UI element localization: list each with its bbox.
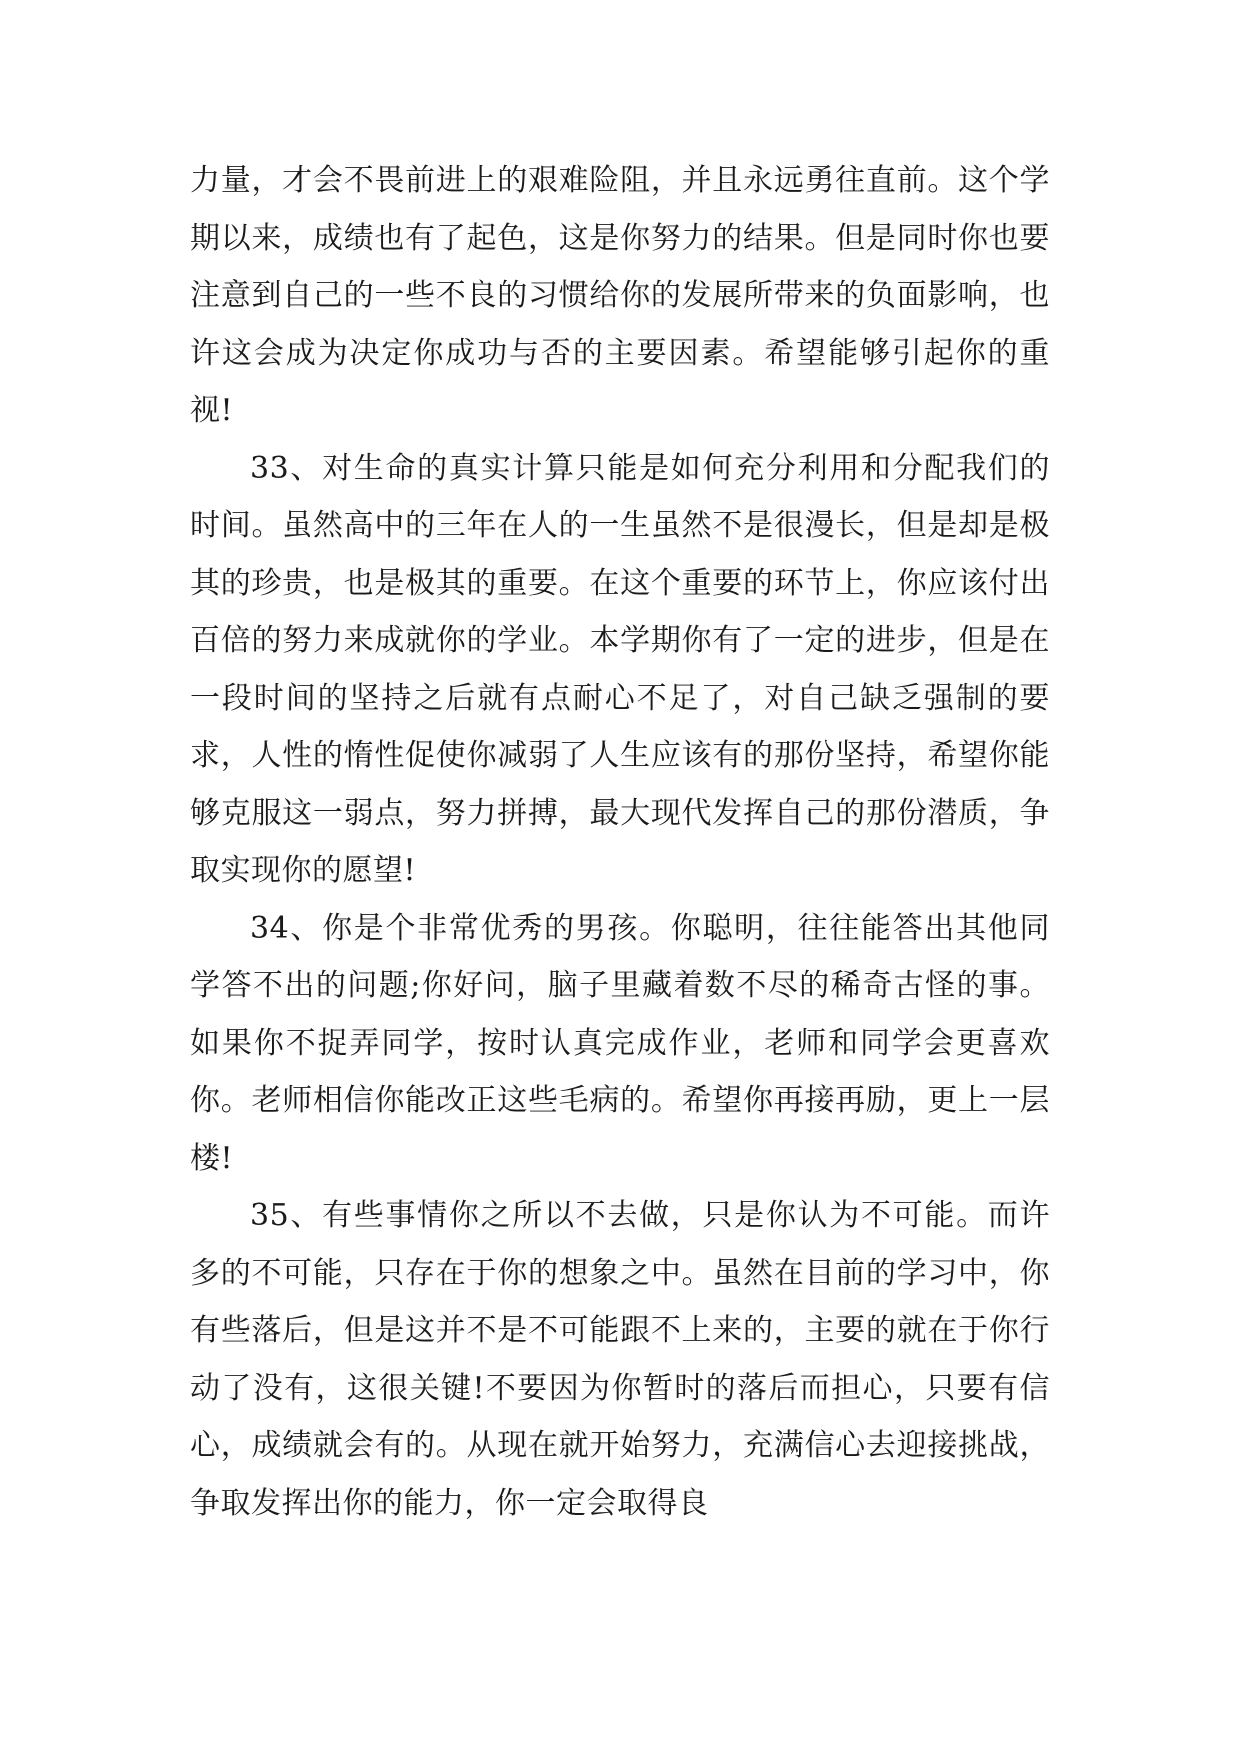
paragraph-comment-33: 33、对生命的真实计算只能是如何充分利用和分配我们的时间。虽然高中的三年在人的一生虽然不是很漫长，但是却是极其的珍贵，也是极其的重要。在这个重要的环节上，你应该付出百倍的努力来成就你的学业。本学期你有了一定的进步，但是在一段时间的坚持之后就有点耐心不足了，对自己缺乏强制的要求，人性的惰性促使你减弱了人生应该有的那份坚持，希望你能够克服这一弱点，努力拼搏，最大现代发挥自己的那份潜质，争取实现你的愿望! xyxy=(190,450,1050,888)
paragraph-comment-34: 34、你是个非常优秀的男孩。你聪明，往往能答出其他同学答不出的问题;你好问，脑子里藏着数不尽的稀奇古怪的事。如果你不捉弄同学，按时认真完成作业，老师和同学会更喜欢你。老师相信你能改正这些毛病的。希望你再接再励，更上一层楼! xyxy=(190,910,1050,1176)
document-body xyxy=(190,152,1050,1532)
paragraph-comment-35: 35、有些事情你之所以不去做，只是你认为不可能。而许多的不可能，只存在于你的想象之中。虽然在目前的学习中，你有些落后，但是这并不是不可能跟不上来的，主要的就在于你行动了没有，这很关键!不要因为你暂时的落后而担心，只要有信心，成绩就会有的。从现在就开始努力，充满信心去迎接挑战，争取发挥出你的能力，你一定会取得良 xyxy=(190,1198,1050,1521)
paragraph-continuation: 力量，才会不畏前进上的艰难险阻，并且永远勇往直前。这个学期以来，成绩也有了起色，这是你努力的结果。但是同时你也要注意到自己的一些不良的习惯给你的发展所带来的负面影响，也许这会成为决定你成功与否的主要因素。希望能够引起你的重视! xyxy=(190,163,1050,428)
